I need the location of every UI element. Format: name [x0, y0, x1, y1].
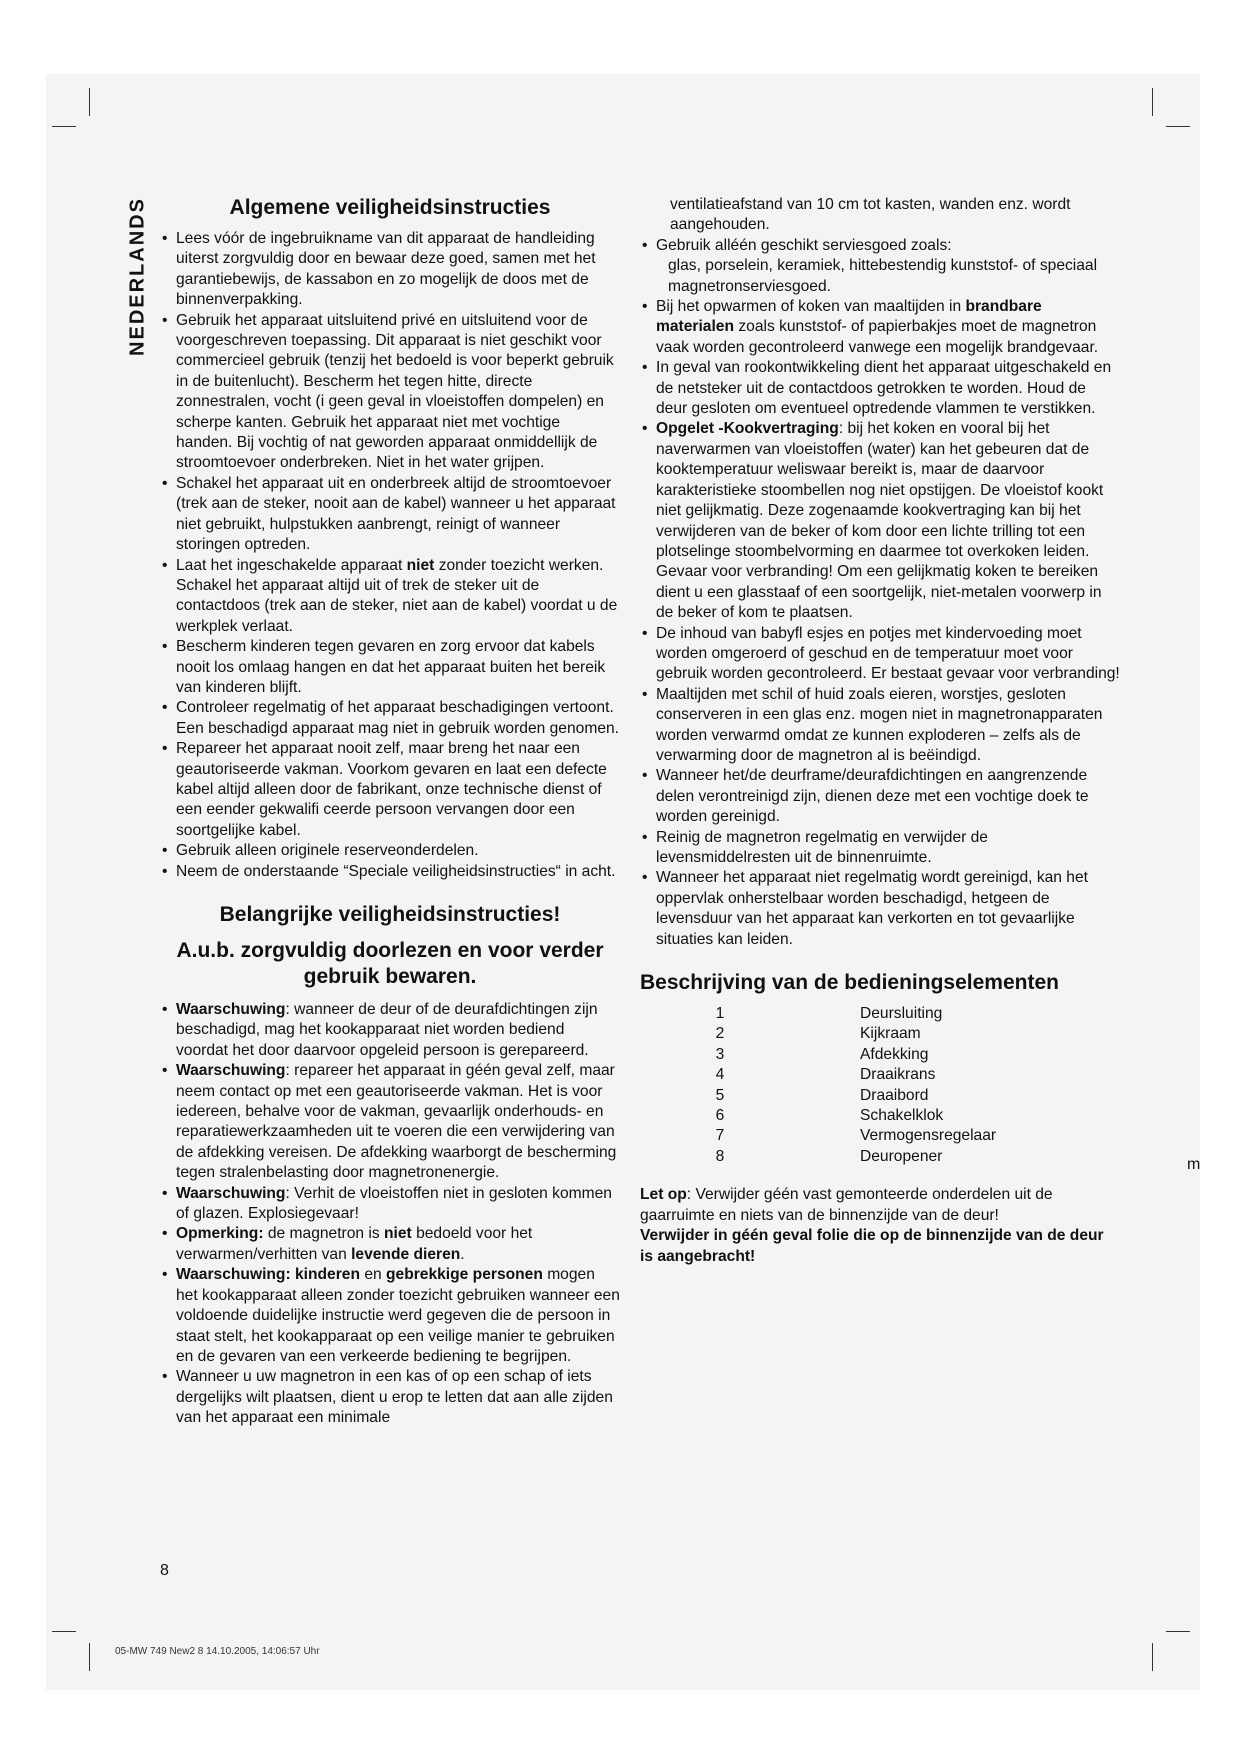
crop-mark: [1152, 1643, 1153, 1671]
table-row: 3 Afdekking: [715, 1045, 929, 1063]
warning-item: • Waarschuwing: wanneer de deur of de deurafdichtingen zijn beschadigd, mag het kookapparaat niet worden bediend voordat het door daarvoor opgeleid persoon is gerepareerd.: [160, 1000, 620, 1061]
list-item: • De inhoud van babyfl esjes en potjes met kindervoeding moet worden omgeroerd of geschud en de temperatuur moet voor gebruik worden gecontroleerd. Er bestaat gevaar voor verbranding!: [640, 624, 1120, 685]
section-subheading-read-carefully: A.u.b. zorgvuldig doorlezen en voor verder gebruik bewaren.: [176, 939, 604, 988]
list-item: • Bescherm kinderen tegen gevaren en zorg ervoor dat kabels nooit los omlaag hangen en dat het apparaat buiten het bereik van kinderen blijft.: [160, 637, 620, 698]
table-row: 8 Deuropener: [715, 1147, 943, 1165]
language-tab: [122, 195, 152, 365]
left-column: [160, 195, 620, 1429]
important-instructions-list: [160, 1000, 620, 1429]
section-heading-general: Algemene veiligheidsinstructies: [229, 196, 551, 219]
list-item: • Bij het opwarmen of koken van maaltijden in brandbare materialen zoals kunststof- of papierbakjes moet de magnetron vaak worden gecontroleerd vanwege een mogelijk brandgevaar.: [640, 297, 1120, 358]
list-item: • Gebruik alleen originele reserveonderdelen.: [160, 841, 620, 861]
list-item: • Gebruik het apparaat uitsluitend privé en uitsluitend voor de voorgeschreven toepassing. Dit apparaat is niet geschikt voor commercieel gebruik (tenzij het bedoeld is voor beperkt gebruik in de buitenlucht). Bescherm het tegen hitte, directe zonnestralen, vocht (i geen geval in vloeistoffen dompelen) en scherpe kanten. Gebruik het apparaat niet met vochtige handen. Bij vochtig of nat geworden apparaat onmiddellijk de stroomtoevoer onderbreken. Niet in het water grijpen.: [160, 311, 620, 474]
stray-character: m: [1187, 1156, 1201, 1173]
table-row: 7 Vermogensregelaar: [715, 1127, 997, 1145]
note-paragraph: [640, 1185, 1120, 1267]
safety-list-continued: [640, 236, 1120, 950]
table-row: 4 Draaikrans: [715, 1066, 936, 1084]
list-item: • Lees vóór de ingebruikname van dit apparaat de handleiding uiterst zorgvuldig door en bewaar deze goed, samen met het garantiebewijs, de kassabon en zo mogelijk de doos met de binnenverpakking.: [160, 229, 620, 311]
table-row: 1 Deursluiting: [715, 1005, 943, 1023]
list-item: • Neem de onderstaande “Speciale veiligheidsinstructies“ in acht.: [160, 862, 620, 882]
list-item: • Maaltijden met schil of huid zoals eieren, worstjes, gesloten conserveren in een glas enz. mogen niet in magnetronapparaten worden verwarmd omdat ze kunnen exploderen – zelfs als de verwarming door de magnetron al is beëindigd.: [640, 685, 1120, 767]
crop-mark: [52, 126, 76, 127]
crop-mark: [89, 1643, 90, 1671]
list-item: • In geval van rookontwikkeling dient het apparaat uitgeschakeld en de netsteker uit de contactdoos getrokken te worden. Houd de deur gesloten om eventueel optredende vlammen te verstikken.: [640, 358, 1120, 419]
list-item: • Wanneer het apparaat niet regelmatig wordt gereinigd, kan het oppervlak onherstelbaar worden beschadigd, hetgeen de levensduur van het apparaat kan verkorten en tot gevaarlijke situaties kan leiden.: [640, 868, 1120, 950]
note-label: Let op: [640, 1186, 687, 1204]
crop-mark: [52, 1631, 76, 1632]
continued-text: ventilatieafstand van 10 cm tot kasten, wanden enz. wordt aangehouden.: [670, 196, 1071, 234]
note-item: • Opmerking: de magnetron is niet bedoeld voor het verwarmen/verhitten van levende dieren.: [160, 1224, 620, 1265]
warning-item: • Waarschuwing: Verhit de vloeistoffen niet in gesloten kommen of glazen. Explosiegevaar!: [160, 1184, 620, 1225]
list-item: • Gebruik alléén geschikt serviesgoed zoals: glas, porselein, keramiek, hittebestendig kunststof- of speciaal magnetronserviesgoed.: [640, 236, 1120, 297]
section-heading-important: Belangrijke veiligheidsinstructies!: [219, 903, 561, 926]
crop-mark: [1166, 126, 1190, 127]
language-label: NEDERLANDS: [126, 197, 149, 356]
general-instructions-list: [160, 229, 620, 882]
list-item: • Wanneer u uw magnetron in een kas of op een schap of iets dergelijks wilt plaatsen, dient u erop te letten dat aan alle zijden van het apparaat een minimale: [160, 1367, 620, 1428]
crop-mark: [89, 88, 90, 116]
list-item: • Wanneer het/de deurframe/deurafdichtingen en aangrenzende delen verontreinigd zijn, dienen deze met een vochtige doek te worden gereinigd.: [640, 766, 1120, 827]
list-item: • Reinig de magnetron regelmatig en verwijder de levensmiddelresten uit de binnenruimte.: [640, 828, 1120, 869]
crop-mark: [1152, 88, 1153, 116]
crop-mark: [1166, 1631, 1190, 1632]
table-row: 5 Draaibord: [715, 1086, 929, 1104]
list-item: • Opgelet -Kookvertraging: bij het koken en vooral bij het naverwarmen van vloeistoffen (water) kan het gebeuren dat de kooktemperatuur weliswaar bereikt is, maar de daarvoor karakteristieke stoombellen nog niet opstijgen. De vloeistof kookt niet gelijkmatig. Deze zogenaamde kookvertraging kan bij het verwijderen van de beker of kom door een lichte trilling tot een plotselinge stoombelvorming en daarmee tot overkoken leiden. Gevaar voor verbranding! Om een gelijkmatig koken te bereiken dient u een glasstaaf of een soortgelijk, niet-metalen voorwerp in de beker of kom te plaatsen.: [640, 419, 1120, 623]
list-item: • Laat het ingeschakelde apparaat niet zonder toezicht werken. Schakel het apparaat altijd uit of trek de steker uit de contactdoos (trek aan de steker, niet aan de kabel) voordat u de werkplek verlaat.: [160, 556, 620, 638]
warning-item: • Waarschuwing: kinderen en gebrekkige personen mogen het kookapparaat alleen zonder toezicht gebruiken wanneer een voldoende duidelijke instructie werd gegeven die de persoon in staat stelt, het kookapparaat op een veilige manier te gebruiken en de gevaren van een verkeerde bediening te begrijpen.: [160, 1265, 620, 1367]
right-column: [640, 195, 1120, 1267]
table-row: 6 Schakelklok: [715, 1107, 944, 1125]
note-emphasis: Verwijder in géén geval folie die op de binnenzijde van de deur is aangebracht!: [640, 1227, 1104, 1265]
page-number: 8: [160, 1562, 169, 1579]
section-heading-controls: Beschrijving van de bedieningselementen: [640, 971, 1059, 995]
list-item: • Schakel het apparaat uit en onderbreek altijd de stroomtoevoer (trek aan de steker, nooit aan de kabel) wanneer u het apparaat niet gebruikt, hulpstukken aanbrengt, reinigt of wanneer storingen optreden.: [160, 474, 620, 556]
table-row: 2 Kijkraam: [715, 1025, 921, 1043]
note-text: : Verwijder géén vast gemonteerde onderdelen uit de gaarruimte en niets van de binnenzijde van de deur!: [640, 1186, 1053, 1224]
list-item: • Controleer regelmatig of het apparaat beschadigingen vertoont. Een beschadigd apparaat mag niet in gebruik worden genomen.: [160, 698, 620, 739]
list-item: • Repareer het apparaat nooit zelf, maar breng het naar een geautoriseerde vakman. Voorkom gevaren en laat een defecte kabel altijd alleen door de fabrikant, onze technische dienst of een eender gekwalifi ceerde persoon vervangen door een soortgelijke kabel.: [160, 739, 620, 841]
controls-table: [640, 1004, 996, 1167]
warning-item: • Waarschuwing: repareer het apparaat in géén geval zelf, maar neem contact op met een geautoriseerde vakman. Het is voor iedereen, behalve voor de vakman, gevaarlijk onderhouds- en reparatiewerkzaamheden uit te voeren die een verwijdering van de afdekking vereisen. De afdekking waarborgt de bescherming tegen stralenbelasting door magnetronenergie.: [160, 1061, 620, 1183]
print-footer: 05-MW 749 New2 8 14.10.2005, 14:06:57 Uhr: [115, 1646, 320, 1657]
